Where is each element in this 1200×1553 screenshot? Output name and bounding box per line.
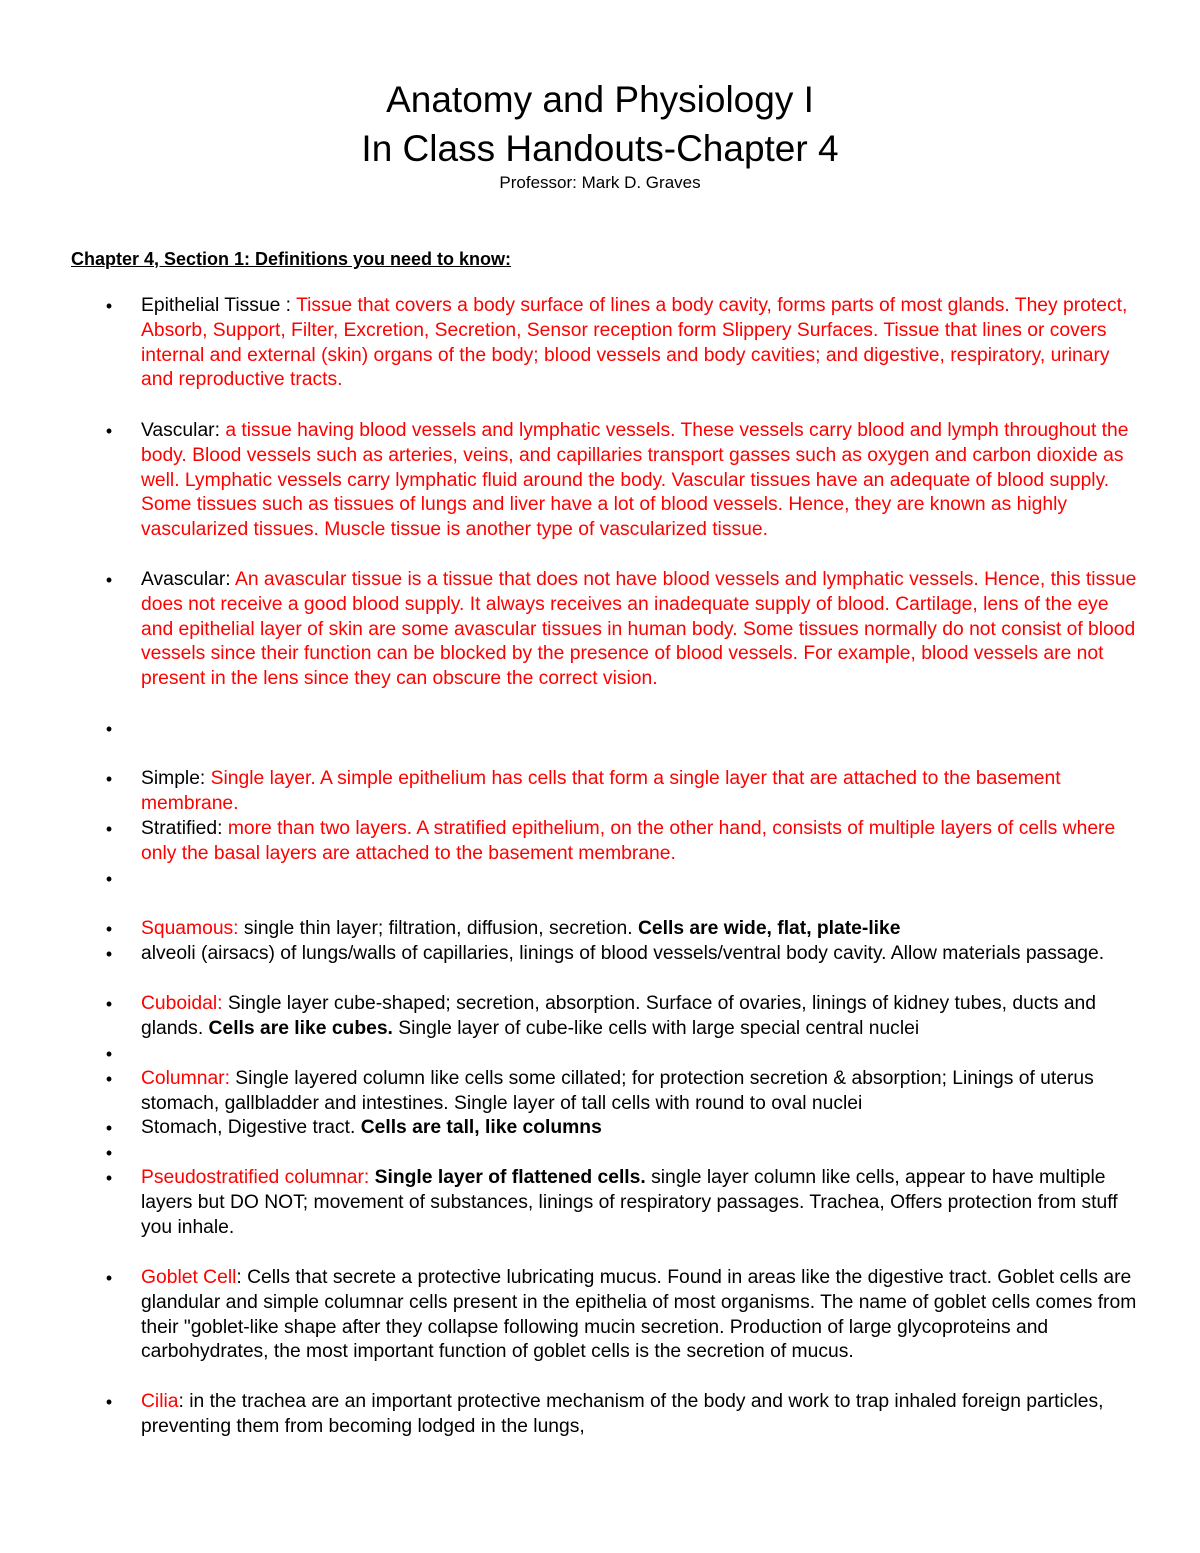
bullet-icon: • <box>105 1044 113 1064</box>
item-text: Stomach, Digestive tract. <box>141 1117 361 1138</box>
term-label: Pseudostratified columnar: <box>141 1167 370 1188</box>
bullet-icon: • <box>105 296 113 316</box>
term-definition: single thin layer; filtration, diffusion, secretion. <box>238 918 638 939</box>
item-text: alveoli (airsacs) of lungs/walls of capillaries, linings of blood vessels/ventral body cavity. Allow materials passage. <box>141 943 1105 964</box>
term-label: Squamous: <box>141 918 239 939</box>
bullet-icon: • <box>105 570 113 590</box>
bullet-icon: • <box>105 421 113 441</box>
bullet-icon: • <box>105 994 113 1014</box>
list-item-alveoli <box>105 942 1141 967</box>
term-label: Cuboidal: <box>141 993 223 1014</box>
list-item-columnar <box>105 1067 1141 1117</box>
term-label: Avascular: <box>141 569 235 590</box>
term-label: Epithelial Tissue : <box>141 295 297 316</box>
term-definition: more than two layers. A stratified epithelium, on the other hand, consists of multiple layers of cells where only the basal layers are attached to the basement membrane. <box>141 818 1116 864</box>
term-emphasis: Cells are like cubes. <box>208 1017 393 1039</box>
list-item-stomach <box>105 1116 1141 1141</box>
term-label: Goblet Cell <box>141 1267 237 1288</box>
bullet-icon: • <box>105 1392 113 1412</box>
list-item-cilia <box>105 1390 1141 1440</box>
term-label: Stratified: <box>141 818 228 839</box>
list-item-cuboidal <box>105 992 1141 1042</box>
bullet-icon: • <box>105 1069 113 1089</box>
list-item-pseudostratified-columnar <box>105 1166 1141 1240</box>
term-definition: : Cells that secrete a protective lubricating mucus. Found in areas like the digestive tract. Goblet cells are glandular and simple columnar cells present in the epithelia of most organisms. The name of goblet cells comes from their "goblet-like shape after they collapse following mucin secretion. Production of large glycoproteins and carbohydrates, the most important function of goblet cells is the secretion of mucus. <box>141 1267 1137 1363</box>
term-definition: single layer column like cells, appear to have multiple layers but DO NOT; movement of substances, linings of respiratory passages. Trachea, Offers protection from stuff you inhale. <box>141 1167 1118 1238</box>
term-definition: Tissue that covers a body surface of lines a body cavity, forms parts of most glands. They protect, Absorb, Support, Filter, Excretion, Secretion, Sensor reception form Slippery Surfaces. Tissue that lines or covers internal and external (skin) organs of the body; blood vessels and body cavities; and digestive, respiratory, urinary and reproductive tracts. <box>141 295 1128 391</box>
bullet-icon: • <box>105 819 113 839</box>
term-definition: a tissue having blood vessels and lymphatic vessels. These vessels carry blood and lymph throughout the body. Blood vessels such as arteries, veins, and capillaries transport gasses such as oxygen and carbon dioxide as well. Lymphatic vessels carry lymphatic fluid around the body. Vascular tissues have an adequate of blood supply. Some tissues such as tissues of lungs and liver have a lot of blood vessels. Hence, they are known as highly vascularized tissues. Muscle tissue is another type of vascularized tissue. <box>141 420 1129 541</box>
term-definition: Single layered column like cells some cillated; for protection secretion & absorption; Linings of uterus stomach, gallbladder and intestines. Single layer of tall cells with round to oval nuclei <box>141 1068 1094 1114</box>
bullet-icon: • <box>105 919 113 939</box>
bullet-icon: • <box>105 1268 113 1288</box>
term-definition: Single layer. A simple epithelium has cells that form a single layer that are attached to the basement membrane. <box>141 768 1061 814</box>
term-label: Columnar: <box>141 1068 230 1089</box>
term-label: Simple: <box>141 768 211 789</box>
document-subtitle: In Class Handouts-Chapter 4 <box>361 128 839 169</box>
term-label: Vascular: <box>141 420 226 441</box>
bullet-icon: • <box>105 769 113 789</box>
list-item-avascular <box>105 568 1141 692</box>
bullet-icon: • <box>105 944 113 964</box>
term-definition-continued: Single layer of cube-like cells with large special central nuclei <box>392 1017 920 1039</box>
bullet-icon: • <box>105 1168 113 1188</box>
list-item-vascular <box>105 419 1141 543</box>
term-definition: : in the trachea are an important protective mechanism of the body and work to trap inhaled foreign particles, preventing them from becoming lodged in the lungs, <box>141 1391 1104 1437</box>
bullet-icon: • <box>105 1143 113 1163</box>
bullet-icon: • <box>105 719 113 739</box>
term-label: Cilia <box>141 1391 179 1412</box>
bullet-icon: • <box>105 1118 113 1138</box>
list-item-epithelial-tissue <box>105 294 1141 393</box>
list-item-goblet-cell <box>105 1266 1141 1365</box>
list-item-squamous <box>105 917 1141 942</box>
document-title: Anatomy and Physiology I <box>386 79 814 120</box>
section-heading: Chapter 4, Section 1: Definitions you need to know: <box>71 249 512 269</box>
term-definition: Single layer cube-shaped; secretion, absorption. Surface of ovaries, linings of kidney tubes, ducts and glands. <box>141 993 1096 1039</box>
term-emphasis: Cells are tall, like columns <box>360 1117 602 1138</box>
term-emphasis: Single layer of flattened cells. <box>369 1167 646 1188</box>
term-definition: An avascular tissue is a tissue that does not have blood vessels and lymphatic vessels. Hence, this tissue does not receive a good blood supply. It always receives an inadequate supply of blood. Cartilage, lens of the eye and epithelial layer of skin are some avascular tissues in human body. Some tissues normally do not consist of blood vessels since their function can be blocked by the presence of blood vessels. For example, blood vessels are not present in the lens since they can obscure the correct vision. <box>141 569 1137 690</box>
professor-line: Professor: Mark D. Graves <box>499 173 701 192</box>
term-emphasis: Cells are wide, flat, plate-like <box>637 918 901 939</box>
list-item-stratified <box>105 817 1141 867</box>
list-item-simple <box>105 767 1141 817</box>
bullet-icon: • <box>105 869 113 889</box>
